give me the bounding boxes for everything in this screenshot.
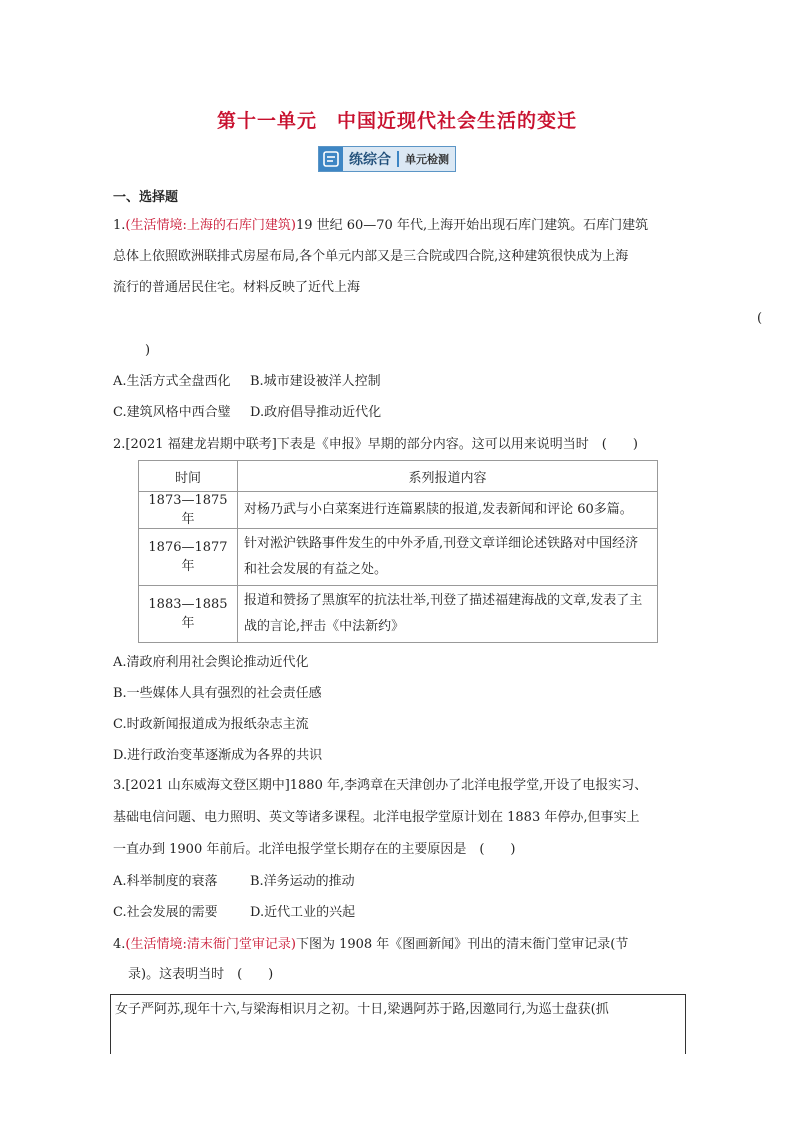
practice-icon: [319, 147, 343, 171]
newspaper-table: [138, 460, 658, 643]
q3-line-2: 基础电信问题、电力照明、英文等诸多课程。北洋电报学堂原计划在 1883 年停办,但事实上: [113, 810, 640, 825]
table-row: [139, 529, 658, 586]
table-cell-content: 报道和赞扬了黑旗军的抗法壮举,刊登了描述福建海战的文章,发表了主战的言论,抨击《中法新约》: [238, 586, 658, 643]
q3-option-a[interactable]: A.科举制度的衰落: [113, 874, 218, 889]
q2-option-d[interactable]: D.进行政治变革逐渐成为各界的共识: [113, 748, 323, 763]
q1-option-d[interactable]: D.政府倡导推动近代化: [250, 405, 382, 420]
q3-option-d[interactable]: D.近代工业的兴起: [250, 905, 356, 920]
table-cell-year: 1883—1885 年: [139, 586, 238, 643]
q1-line-1: [113, 213, 685, 239]
table-header-content: 系列报道内容: [238, 461, 658, 492]
table-cell-content: 对杨乃武与小白菜案进行连篇累牍的报道,发表新闻和评论 60多篇。: [238, 492, 658, 529]
table-row: [139, 492, 658, 529]
q1-option-b[interactable]: B.城市建设被洋人控制: [250, 374, 381, 389]
q1-line-2: 总体上依照欧洲联排式房屋布局,各个单元内部又是三合院或四合院,这种建筑很快成为上海: [113, 249, 629, 264]
table-cell-content: 针对淞沪铁路事件发生的中外矛盾,刊登文章详细论述铁路对中国经济和社会发展的有益之处。: [238, 529, 658, 586]
q1-line-3: 流行的普通居民住宅。材料反映了近代上海: [113, 280, 361, 295]
q4-line-2: 录)。这表明当时 ( ): [128, 967, 274, 982]
page-title: 第十一单元 中国近现代社会生活的变迁: [216, 110, 577, 132]
table-row: [139, 586, 658, 643]
q1-context-tag: (生活情境:上海的石库门建筑): [125, 218, 296, 233]
table-header-row: [139, 461, 658, 492]
q4-context-tag: (生活情境:清末衙门堂审记录): [125, 937, 296, 952]
table-header-time: 时间: [139, 461, 238, 492]
q3-option-b[interactable]: B.洋务运动的推动: [250, 874, 355, 889]
q2-option-a[interactable]: A.清政府利用社会舆论推动近代化: [113, 655, 309, 670]
q4-text-1: 下图为 1908 年《图画新闻》刊出的清末衙门堂审记录(节: [295, 937, 629, 952]
q1-option-c[interactable]: C.建筑风格中西合璧: [113, 405, 231, 420]
q4-number: 4.: [113, 937, 126, 952]
practice-badge: [318, 146, 456, 172]
section-heading: 一、选择题: [113, 190, 179, 205]
q3-line-3: 一直办到 1900 年前后。北洋电报学堂长期存在的主要原因是 ( ): [113, 842, 516, 857]
table-cell-year: 1873—1875 年: [139, 492, 238, 529]
q2-option-c[interactable]: C.时政新闻报道成为报纸杂志主流: [113, 717, 309, 732]
q4-line-1: [113, 932, 685, 958]
court-record-box: 女子严阿苏,现年十六,与梁海相识月之初。十日,梁遇阿苏于路,因邀同行,为巡士盘获(抓: [110, 994, 686, 1054]
q1-text-1: 19 世纪 60—70 年代,上海开始出现石库门建筑。石库门建筑: [295, 218, 649, 233]
table-cell-year: 1876—1877 年: [139, 529, 238, 586]
q3-option-c[interactable]: C.社会发展的需要: [113, 905, 218, 920]
q2-option-b[interactable]: B.一些媒体人具有强烈的社会责任感: [113, 686, 322, 701]
q1-answer-paren-open: (: [757, 311, 763, 326]
q2-stem: 2.[2021 福建龙岩期中联考]下表是《申报》早期的部分内容。这可以用来说明当时 ( ): [113, 437, 638, 452]
badge-main-label: 练综合: [349, 152, 391, 168]
q1-answer-paren-close: ): [145, 343, 151, 358]
q1-option-a[interactable]: A.生活方式全盘西化: [113, 374, 231, 389]
q1-number: 1.: [113, 218, 126, 233]
q3-line-1: 3.[2021 山东威海文登区期中]1880 年,李鸿章在天津创办了北洋电报学堂,开设了电报实习、: [113, 778, 648, 793]
badge-sub-label: 单元检测: [405, 153, 449, 166]
